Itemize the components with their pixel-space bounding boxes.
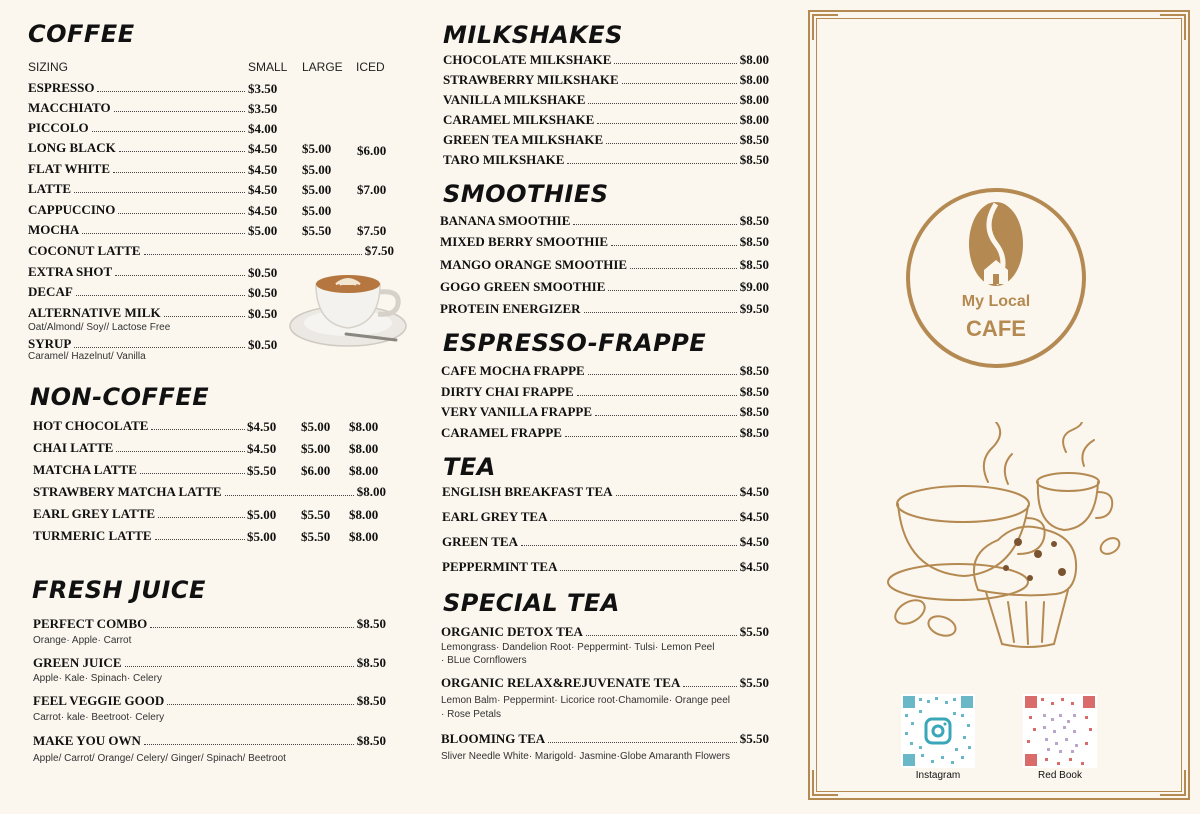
menu-item: CAFE MOCHA FRAPPE $8.50 — [441, 363, 769, 378]
menu-item: BLOOMING TEA $5.50 — [441, 731, 769, 746]
brand-name-line1: My Local — [961, 293, 1031, 310]
latte-cup-illustration — [286, 268, 412, 350]
size-large-header: LARGE — [302, 60, 343, 74]
item-description: Oat/Almond/ Soy// Lactose Free — [28, 322, 171, 333]
rednote-label: Red Book — [1038, 770, 1082, 781]
menu-item: STRAWBERRY MILKSHAKE $8.00 — [443, 72, 769, 87]
item-description: Sliver Needle White· Marigold· Jasmine·Globe Amaranth Flowers — [441, 751, 730, 762]
price-large: $5.00 — [302, 203, 332, 218]
fresh-juice-section-title: FRESH JUICE — [32, 576, 206, 604]
price-small: $0.50 — [248, 306, 278, 321]
price-iced: $8.00 — [349, 463, 379, 478]
frame-corner-ornament — [812, 14, 838, 40]
menu-item: PICCOLO — [28, 120, 248, 136]
menu-item: FLAT WHITE — [28, 161, 248, 177]
price-large: $6.00 — [301, 463, 331, 478]
price-small: $4.50 — [248, 203, 278, 218]
price-small: $0.50 — [248, 265, 278, 280]
price-small: $4.00 — [248, 121, 278, 136]
non-coffee-section-title: NON-COFFEE — [30, 383, 210, 411]
item-description: Apple· Kale· Spinach· Celery — [33, 673, 162, 684]
menu-item: VERY VANILLA FRAPPE $8.50 — [441, 404, 769, 419]
menu-item: ESPRESSO — [28, 80, 248, 96]
frame-corner-ornament — [1160, 14, 1186, 40]
price-small: $4.50 — [248, 182, 278, 197]
item-description: Orange· Apple· Carrot — [33, 635, 132, 646]
menu-item: FEEL VEGGIE GOOD $8.50 — [33, 693, 386, 708]
instagram-qr-code[interactable] — [901, 694, 975, 768]
item-description: Lemon Balm· Peppermint· Licorice root·Chamomile· Orange peel — [441, 695, 731, 706]
menu-item: PEPPERMINT TEA $4.50 — [442, 559, 769, 574]
item-description: Apple/ Carrot/ Orange/ Celery/ Ginger/ Spinach/ Beetroot — [33, 753, 286, 764]
frame-corner-ornament — [1160, 770, 1186, 796]
price-iced: $8.00 — [349, 441, 379, 456]
menu-item: CAPPUCCINO — [28, 202, 248, 218]
menu-item: MOCHA — [28, 222, 248, 238]
frame-corner-ornament — [812, 770, 838, 796]
price-iced: $8.00 — [349, 507, 379, 522]
menu-item: SYRUP — [28, 336, 248, 352]
item-description: · BLue Cornflowers — [441, 655, 527, 666]
menu-item: PERFECT COMBO $8.50 — [33, 616, 386, 631]
menu-item: MANGO ORANGE SMOOTHIE $8.50 — [440, 257, 769, 272]
price-small: $3.50 — [248, 101, 278, 116]
menu-item: LONG BLACK — [28, 140, 248, 156]
menu-item: ALTERNATIVE MILK — [28, 305, 248, 321]
menu-item: DIRTY CHAI FRAPPE $8.50 — [441, 384, 769, 399]
decorative-frame-inner — [816, 18, 1182, 792]
menu-item: MAKE YOU OWN $8.50 — [33, 733, 386, 748]
menu-item: DECAF — [28, 284, 248, 300]
instagram-label: Instagram — [915, 770, 961, 781]
size-iced-header: ICED — [356, 60, 385, 74]
coffee-section-title: COFFEE — [28, 20, 135, 48]
coffee-muffin-illustration — [868, 422, 1140, 648]
coffee-bean-icon — [966, 200, 1026, 288]
price-iced: $7.00 — [357, 182, 387, 197]
price-small: $5.00 — [247, 529, 277, 544]
menu-item: ORGANIC RELAX&REJUVENATE TEA $5.50 — [441, 675, 769, 690]
menu-item: ENGLISH BREAKFAST TEA $4.50 — [442, 484, 769, 499]
menu-item: GREEN TEA MILKSHAKE $8.50 — [443, 132, 769, 147]
price-large: $5.00 — [302, 162, 332, 177]
tea-section-title: TEA — [443, 453, 496, 481]
item-description: Caramel/ Hazelnut/ Vanilla — [28, 351, 146, 362]
price-iced: $6.00 — [357, 143, 387, 158]
price-large: $5.50 — [301, 507, 331, 522]
menu-item: ORGANIC DETOX TEA $5.50 — [441, 624, 769, 639]
price-large: $5.00 — [301, 441, 331, 456]
price-large: $5.00 — [302, 182, 332, 197]
menu-item: MIXED BERRY SMOOTHIE $8.50 — [440, 234, 769, 249]
menu-item: STRAWBERY MATCHA LATTE $8.00 — [33, 484, 386, 499]
menu-item: TURMERIC LATTE — [33, 528, 248, 544]
menu-item: EXTRA SHOT — [28, 264, 248, 280]
price-large: $5.50 — [302, 223, 332, 238]
brand-name-line2: CAFE — [966, 316, 1026, 341]
menu-item: EARL GREY TEA $4.50 — [442, 509, 769, 524]
price-small: $0.50 — [248, 337, 278, 352]
price-iced: $8.00 — [349, 529, 379, 544]
milkshakes-section-title: MILKSHAKES — [443, 21, 623, 49]
menu-item: CARAMEL FRAPPE $8.50 — [441, 425, 769, 440]
price-small: $5.50 — [247, 463, 277, 478]
menu-item: GREEN TEA $4.50 — [442, 534, 769, 549]
menu-item: PROTEIN ENERGIZER $9.50 — [440, 301, 769, 316]
sizing-label: SIZING — [28, 60, 69, 74]
price-small: $4.50 — [248, 162, 278, 177]
price-small: $4.50 — [247, 441, 277, 456]
menu-item: BANANA SMOOTHIE $8.50 — [440, 213, 769, 228]
price-iced: $8.00 — [349, 419, 379, 434]
price-small: $4.50 — [248, 141, 278, 156]
price-small: $5.00 — [248, 223, 278, 238]
menu-item: LATTE — [28, 181, 248, 197]
menu-item: TARO MILKSHAKE $8.50 — [443, 152, 769, 167]
menu-item: HOT CHOCOLATE — [33, 418, 248, 434]
menu-item: EARL GREY LATTE — [33, 506, 248, 522]
item-description: · Rose Petals — [441, 709, 502, 720]
menu-item: VANILLA MILKSHAKE $8.00 — [443, 92, 769, 107]
menu-item: COCONUT LATTE $7.50 — [28, 243, 394, 258]
price-small: $0.50 — [248, 285, 278, 300]
price-small: $4.50 — [247, 419, 277, 434]
smoothies-section-title: SMOOTHIES — [443, 180, 609, 208]
special-tea-section-title: SPECIAL TEA — [443, 589, 620, 617]
menu-item: CHOCOLATE MILKSHAKE $8.00 — [443, 52, 769, 67]
menu-item: MACCHIATO — [28, 100, 248, 116]
price-large: $5.50 — [301, 529, 331, 544]
item-description: Lemongrass· Dandelion Root· Peppermint· Tulsi· Lemon Peel — [441, 642, 715, 653]
menu-item: MATCHA LATTE — [33, 462, 248, 478]
menu-item: GREEN JUICE $8.50 — [33, 655, 386, 670]
price-large: $5.00 — [302, 141, 332, 156]
espresso-frappe-section-title: ESPRESSO-FRAPPE — [443, 329, 707, 357]
menu-item: GOGO GREEN SMOOTHIE $9.00 — [440, 279, 769, 294]
size-small-header: SMALL — [248, 60, 288, 74]
item-description: Carrot· kale· Beetroot· Celery — [33, 712, 165, 723]
price-small: $3.50 — [248, 81, 278, 96]
rednote-qr-code[interactable] — [1023, 694, 1097, 768]
menu-item: CHAI LATTE — [33, 440, 248, 456]
price-large: $5.00 — [301, 419, 331, 434]
menu-item: CARAMEL MILKSHAKE $8.00 — [443, 112, 769, 127]
price-small: $5.00 — [247, 507, 277, 522]
price-iced: $7.50 — [357, 223, 387, 238]
